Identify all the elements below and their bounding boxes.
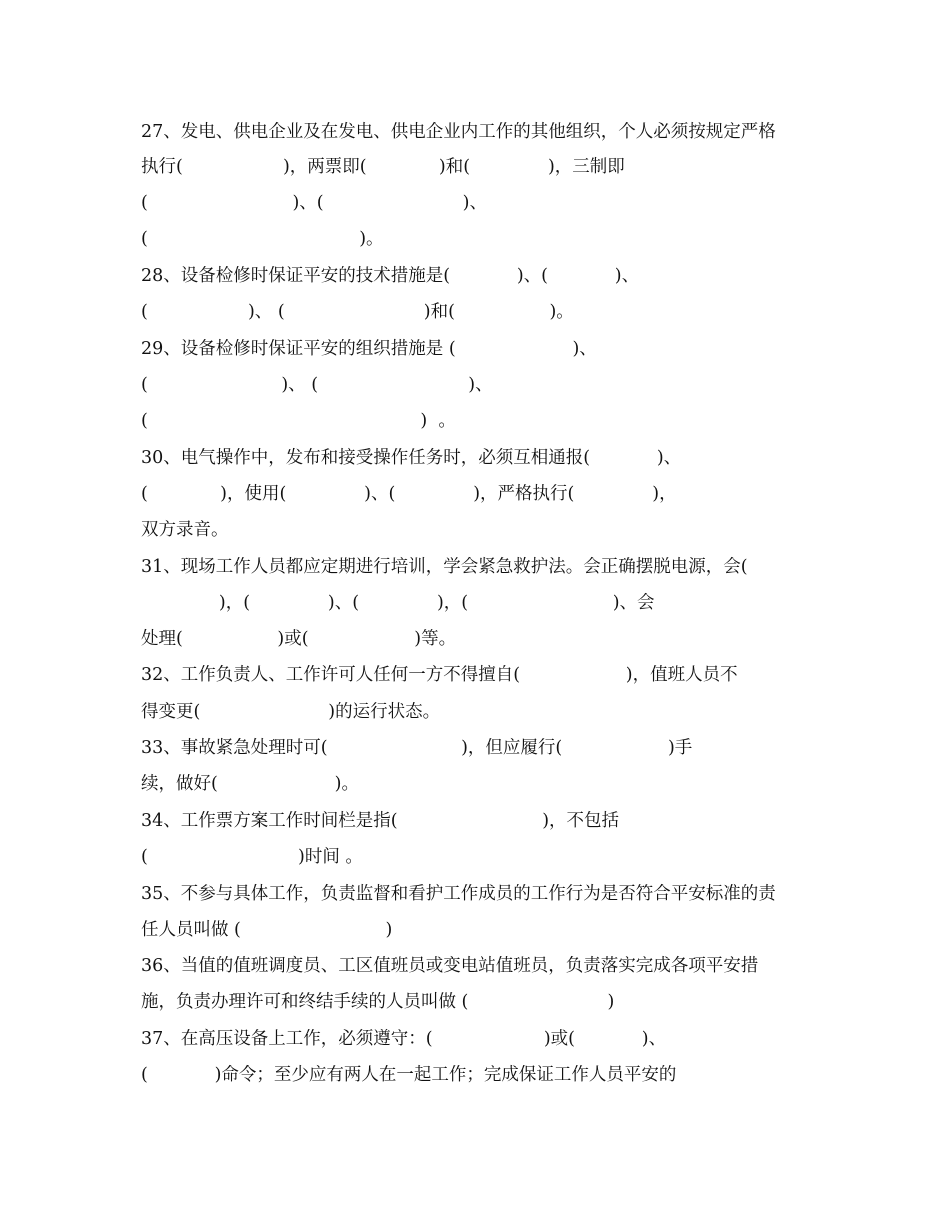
q28-line-2: ( )、 ( )和( )。 [141, 302, 574, 322]
q31-line-3: 处理( )或( )等。 [141, 629, 457, 649]
q35-line-2: 任人员叫做 ( ) [141, 920, 393, 940]
q27-line-3: ( )、( )、 [141, 193, 488, 213]
q32-line-2: 得变更( )的运行状态。 [141, 702, 441, 722]
q37-line-2: ( )命令；至少应有两人在一起工作；完成保证工作人员平安的 [141, 1065, 677, 1085]
q34-line-1: 34、工作票方案工作时间栏是指( )，不包括 [141, 811, 620, 831]
q27-line-4: ( )。 [141, 229, 384, 249]
q29-line-2: ( )、 ( )、 [141, 375, 493, 395]
q32-line-1: 32、工作负责人、工作许可人任何一方不得擅自( )，值班人员不 [141, 665, 738, 685]
q34-line-2: ( )时间 。 [141, 847, 363, 867]
q35-line-1: 35、不参与具体工作，负责监督和看护工作成员的工作行为是否符合平安标准的责 [141, 884, 776, 904]
q31-line-1: 31、现场工作人员都应定期进行培训，学会紧急救护法。会正确摆脱电源，会( [141, 557, 748, 577]
q27-line-1: 27、发电、供电企业及在发电、供电企业内工作的其他组织，个人必须按规定严格 [141, 122, 776, 142]
q27-line-2: 执行( )，两票即( )和( )，三制即 [141, 157, 625, 177]
q36-line-2: 施，负责办理许可和终结手续的人员叫做 ( ) [141, 992, 615, 1012]
q37-line-1: 37、在高压设备上工作，必须遵守：( )或( )、 [141, 1029, 667, 1049]
q29-line-3: ( ) 。 [141, 411, 456, 431]
q30-line-3: 双方录音。 [141, 520, 229, 540]
q33-line-1: 33、事故紧急处理时可( )，但应履行( )手 [141, 738, 693, 758]
q31-line-2: )，( )、( )，( )、会 [141, 593, 655, 613]
q30-line-1: 30、电气操作中，发布和接受操作任务时，必须互相通报( )、 [141, 448, 682, 468]
q28-line-1: 28、设备检修时保证平安的技术措施是( )、( )、 [141, 266, 640, 286]
q30-line-2: ( )，使用( )、( )，严格执行( )， [141, 484, 677, 504]
q33-line-2: 续，做好( )。 [141, 774, 359, 794]
q36-line-1: 36、当值的值班调度员、工区值班员或变电站值班员，负责落实完成各项平安措 [141, 956, 759, 976]
q29-line-1: 29、设备检修时保证平安的组织措施是 ( )、 [141, 339, 597, 359]
